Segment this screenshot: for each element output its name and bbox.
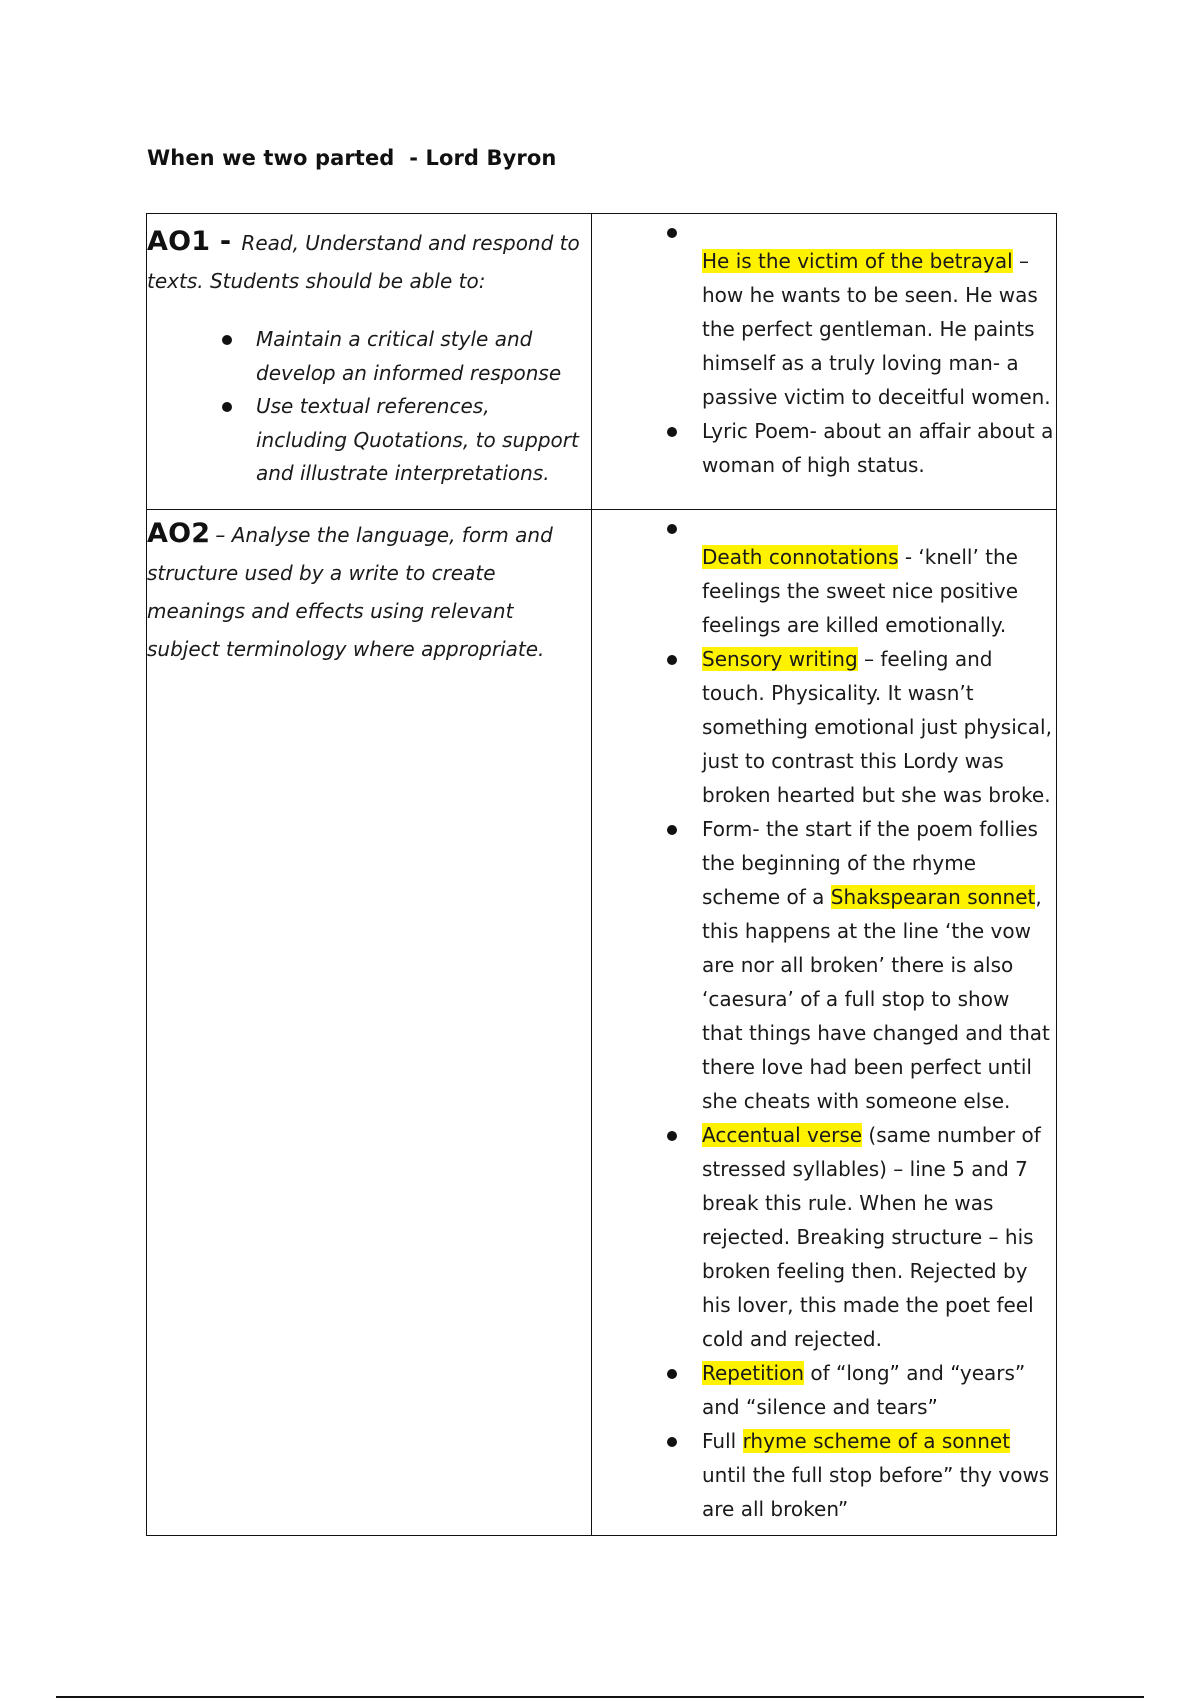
list-item: He is the victim of the betrayal – how he wants to be seen. He was the perfect gentleman. He paints himself as a truly loving man- a passive victim to deceitful women. [702,249,1051,409]
list-item: Repetition of “long” and “years” and “silence and tears” [702,1356,1056,1424]
list-item: Lyric Poem- about an affair about a woman of high status. [702,414,1056,482]
ao1-notes-cell [592,214,1057,510]
highlighted-term: Repetition [702,1361,805,1385]
highlighted-term: Shakspearan sonnet [830,885,1036,909]
ao1-cell [147,214,592,510]
list-item: Sensory writing – feeling and touch. Physicality. It wasn’t something emotional just physical, just to contrast this Lordy was broken hearted but she was broke. [702,642,1056,812]
ao2-code: AO2 [147,518,211,549]
bullet-icon [667,1437,677,1447]
list-item: Form- the start if the poem follies the beginning of the rhyme scheme of a Shakspearan sonnet, this happens at the line ‘the vow are nor all broken’ there is also ‘caesura’ of a full stop to show that things have changed and that there love had been perfect until she cheats with someone else. [702,812,1056,1118]
table-row [147,214,1057,510]
bullet-icon [667,1131,677,1141]
ao2-notes [592,518,1056,1526]
ao2-cell [147,510,592,1536]
bullet-icon [222,335,232,345]
highlighted-term: rhyme scheme of a sonnet [742,1429,1011,1453]
highlighted-term: Accentual verse [702,1123,863,1147]
assessment-objectives-table [146,213,1057,1536]
ao1-code: AO1 - [147,226,232,257]
highlighted-term: Death connotations [702,545,899,569]
page-divider [56,1696,1144,1698]
list-item: Full rhyme scheme of a sonnet until the full stop before” thy vows are all broken” [702,1424,1056,1526]
ao1-description: Read, Understand and respond to texts. Students should be able to: [147,231,580,293]
bullet-icon [667,228,677,238]
bullet-icon [667,427,677,437]
bullet-icon [667,655,677,665]
ao1-sub-points [147,323,591,491]
highlighted-term: Sensory writing [702,647,858,671]
ao2-notes-cell [592,510,1057,1536]
list-item: Death connotations - ‘knell’ the feelings the sweet nice positive feelings are killed emotionally. [702,545,1019,637]
bullet-icon [667,524,677,534]
page-title: When we two parted - Lord Byron [147,146,557,170]
list-item: Maintain a critical style and develop an informed response [256,323,591,390]
bullet-icon [667,825,677,835]
list-item: Accentual verse (same number of stressed syllables) – line 5 and 7 break this rule. When he was rejected. Breaking structure – his broken feeling then. Rejected by his lover, this made the poet feel cold and rejected. [702,1118,1056,1356]
ao1-notes [592,222,1056,482]
table-row [147,510,1057,1536]
list-item: Use textual references, including Quotations, to support and illustrate interpretations. [256,390,591,491]
highlighted-term: He is the victim of the betrayal [702,249,1013,273]
list-item [702,222,1056,244]
bullet-icon [222,402,232,412]
bullet-icon [667,1369,677,1379]
ao2-description: – Analyse the language, form and structure used by a write to create meanings and effects using relevant subject terminology where appropriate. [147,523,553,661]
list-item [702,518,1056,540]
